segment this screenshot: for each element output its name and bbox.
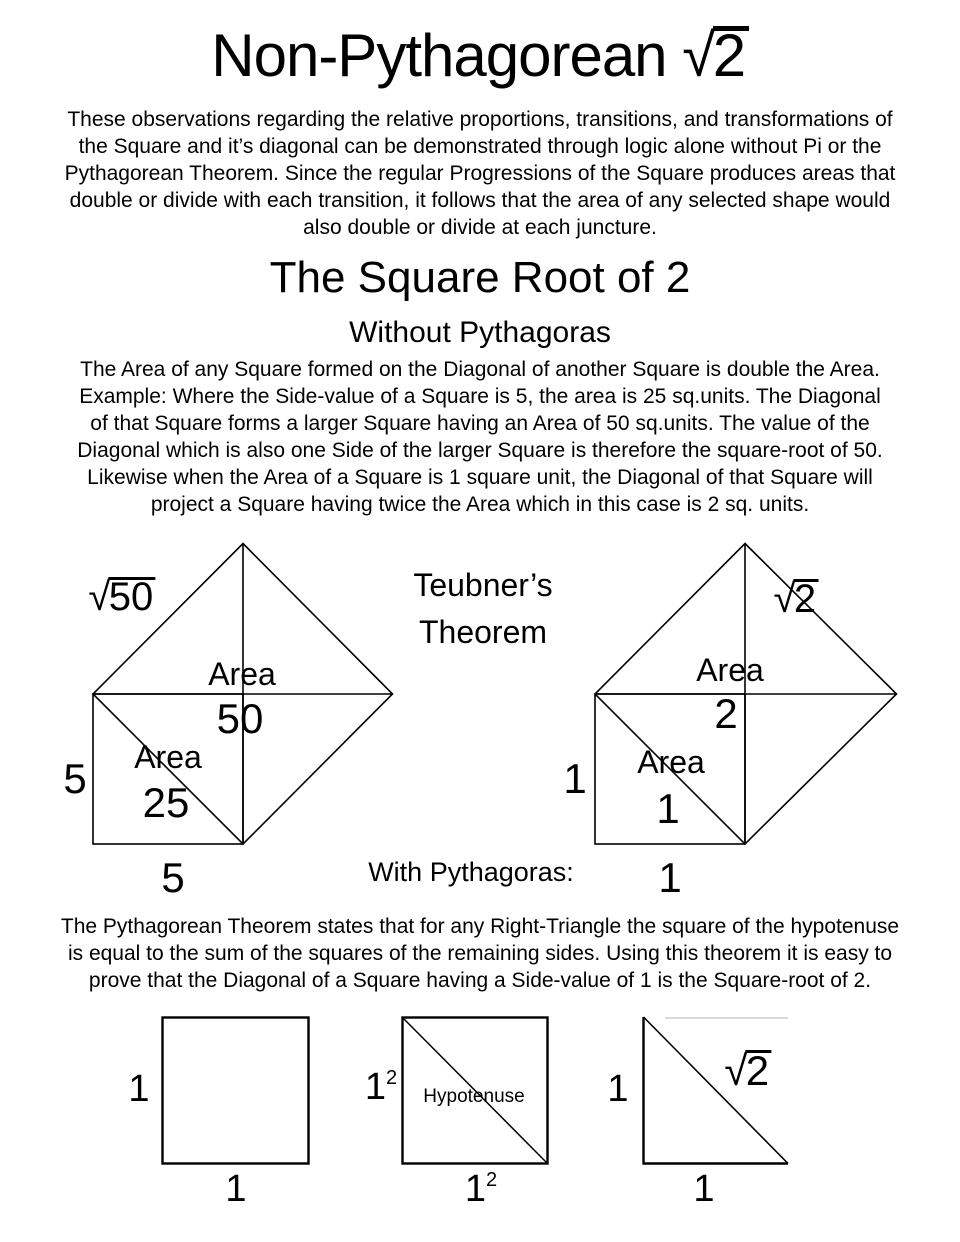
triangle-bottom-side-label: 1 xyxy=(693,1168,715,1210)
intro-paragraph xyxy=(0,106,960,241)
paragraph-line: prove that the Diagonal of a Square having a Side-value of 1 is the Square-root of 2. xyxy=(88,969,872,992)
right-figure-sqrt2-label xyxy=(774,579,819,619)
side-base: 1 xyxy=(464,1168,487,1210)
paragraph-line: of that Square forms a larger Square having an Area of 50 sq.units. The value of the xyxy=(90,412,870,435)
left-figure-outer-area-word: Area xyxy=(208,656,276,692)
unit-square-left-side-label: 1 xyxy=(128,1068,150,1110)
teubner-line2: Theorem xyxy=(418,614,548,650)
side-exponent: 2 xyxy=(486,1168,498,1191)
right-figure-left-side-label: 1 xyxy=(563,755,587,802)
unit-square-outline xyxy=(163,1018,309,1164)
squared-square-left-side-label xyxy=(365,1068,397,1106)
intro-line: Pythagorean Theorem. Since the regular Progressions of the Square produces areas that xyxy=(64,162,896,185)
no-pythagoras-paragraph xyxy=(0,356,960,518)
page-title-text: Non-Pythagorean xyxy=(211,22,667,89)
title-sqrt2-radical xyxy=(682,22,749,89)
radicand: 2 xyxy=(746,1050,772,1087)
triangle-left-side-label: 1 xyxy=(607,1068,629,1110)
left-figure-outer-area-value: 50 xyxy=(216,695,264,742)
section-heading: The Square Root of 2 xyxy=(269,253,691,302)
radical-sign: √ xyxy=(682,22,713,89)
right-figure-inner-area-word: Area xyxy=(637,744,705,780)
intro-line: double or divide with each transition, it follows that the area of any selected shape would xyxy=(69,189,891,212)
with-pythagoras-caption: With Pythagoras: xyxy=(368,857,574,887)
page-title xyxy=(0,20,960,92)
radicand: 2 xyxy=(794,579,819,615)
left-figure-inner-area-value: 25 xyxy=(142,779,190,826)
teubner-theorem-caption xyxy=(413,562,552,656)
radicand: 50 xyxy=(109,577,156,613)
radical-sign: √ xyxy=(88,575,109,619)
left-figure-sqrt50-label xyxy=(88,577,155,617)
paragraph-line: Likewise when the Area of a Square is 1 square unit, the Diagonal of that Square will xyxy=(87,466,873,489)
paragraph-line: The Pythagorean Theorem states that for any Right-Triangle the square of the hypotenuse xyxy=(60,915,900,938)
pythagoras-paragraph xyxy=(0,913,960,994)
unit-square-bottom-side-label: 1 xyxy=(225,1168,247,1210)
paragraph-line: is equal to the sum of the squares of the remaining sides. Using this theorem it is easy to xyxy=(67,942,893,965)
right-figure-bottom-side-label: 1 xyxy=(658,854,682,901)
side-exponent: 2 xyxy=(386,1066,398,1089)
right-figure-inner-area-value: 1 xyxy=(656,785,680,832)
paragraph-line: Example: Where the Side-value of a Square is 5, the area is 25 sq.units. The Diagonal xyxy=(79,385,881,408)
intro-line: the Square and it’s diagonal can be demonstrated through logic alone without Pi or the xyxy=(78,135,882,158)
squared-square-bottom-side-label xyxy=(465,1170,497,1208)
paragraph-line: The Area of any Square formed on the Diagonal of another Square is double the Area. xyxy=(80,358,880,381)
triangle-hypotenuse-sqrt2-label xyxy=(724,1047,771,1094)
intro-line: These observations regarding the relative proportions, transitions, and transformations of xyxy=(67,108,893,131)
paragraph-line: Diagonal which is also one Side of the larger Square is therefore the square-root of 50. xyxy=(77,439,883,462)
radical-sign: √ xyxy=(773,577,794,621)
hypotenuse-label: Hypotenuse xyxy=(423,1086,525,1107)
radical-sign: √ xyxy=(724,1047,746,1094)
radicand: 2 xyxy=(713,26,749,80)
right-figure-outer-area-value: 2 xyxy=(714,690,738,737)
left-figure-inner-area-word: Area xyxy=(134,739,202,775)
intro-line: also double or divide at each juncture. xyxy=(303,216,657,239)
section-subheading: Without Pythagoras xyxy=(349,316,611,349)
teubner-line1: Teubner’s xyxy=(413,567,553,603)
left-figure-left-side-label: 5 xyxy=(63,755,87,802)
left-figure-bottom-side-label: 5 xyxy=(161,854,185,901)
paragraph-line: project a Square having twice the Area which in this case is 2 sq. units. xyxy=(150,493,810,516)
right-figure-outer-area-word: Area xyxy=(696,652,764,688)
side-base: 1 xyxy=(364,1066,387,1108)
